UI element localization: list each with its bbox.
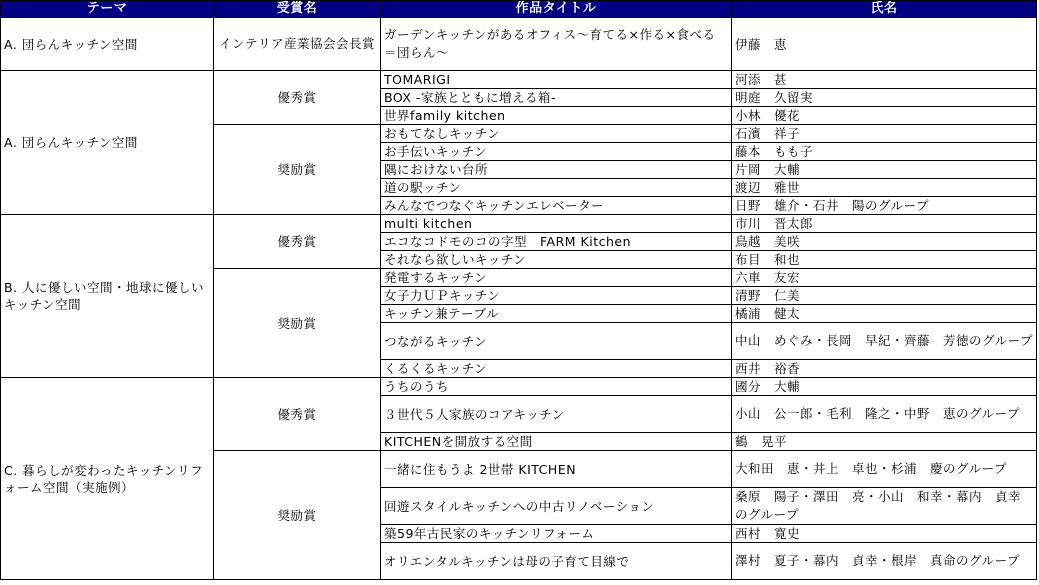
name-cell: 西井 裕香 bbox=[732, 360, 1037, 378]
name-cell: 中山 めぐみ・長岡 早紀・齊藤 芳徳のグループ bbox=[732, 323, 1037, 360]
table-row bbox=[1, 378, 1037, 396]
title-cell: お手伝いキッチン bbox=[381, 143, 732, 161]
title-cell: 隅におけない台所 bbox=[381, 161, 732, 179]
name-cell: 日野 雄介・石井 陽のグループ bbox=[732, 197, 1037, 215]
name-cell: 橘浦 健太 bbox=[732, 305, 1037, 323]
theme-cell: A. 団らんキッチン空間 bbox=[1, 71, 214, 215]
name-cell: 布目 和也 bbox=[732, 251, 1037, 269]
name-cell: 渡辺 雅世 bbox=[732, 179, 1037, 197]
name-cell: 小林 優花 bbox=[732, 107, 1037, 125]
title-cell: くるくるキッチン bbox=[381, 360, 732, 378]
award-cell: 優秀賞 bbox=[214, 378, 381, 451]
award-cell: インテリア産業協会会長賞 bbox=[214, 18, 381, 71]
name-cell: 鶴 晃平 bbox=[732, 433, 1037, 451]
name-cell: 明庭 久留実 bbox=[732, 89, 1037, 107]
title-cell: BOX -家族とともに増える箱- bbox=[381, 89, 732, 107]
award-cell: 優秀賞 bbox=[214, 71, 381, 125]
title-cell: それなら欲しいキッチン bbox=[381, 251, 732, 269]
name-cell: 片岡 大輔 bbox=[732, 161, 1037, 179]
title-cell: TOMARIGI bbox=[381, 71, 732, 89]
name-cell: 大和田 恵・井上 卓也・杉浦 慶のグループ bbox=[732, 451, 1037, 488]
title-cell: うちのうち bbox=[381, 378, 732, 396]
title-cell: つながるキッチン bbox=[381, 323, 732, 360]
name-cell: 市川 晋太郎 bbox=[732, 215, 1037, 233]
table-row bbox=[1, 18, 1037, 71]
header-theme: テーマ bbox=[1, 1, 214, 18]
title-cell: ３世代５人家族のコアキッチン bbox=[381, 396, 732, 433]
title-cell: おもてなしキッチン bbox=[381, 125, 732, 143]
title-cell: キッチン兼テーブル bbox=[381, 305, 732, 323]
table-row bbox=[1, 71, 1037, 89]
award-cell: 奨励賞 bbox=[214, 125, 381, 215]
theme-cell: B. 人に優しい空間・地球に優しいキッチン空間 bbox=[1, 215, 214, 378]
award-cell: 奨励賞 bbox=[214, 451, 381, 580]
header-row bbox=[1, 1, 1037, 18]
table-row bbox=[1, 215, 1037, 233]
name-cell: 清野 仁美 bbox=[732, 287, 1037, 305]
name-cell: 小山 公一郎・毛利 隆之・中野 恵のグループ bbox=[732, 396, 1037, 433]
award-cell: 優秀賞 bbox=[214, 215, 381, 269]
title-cell: オリエンタルキッチンは母の子育て目線で bbox=[381, 543, 732, 580]
name-cell: 鳥越 美咲 bbox=[732, 233, 1037, 251]
header-title: 作品タイトル bbox=[381, 1, 732, 18]
award-cell: 奨励賞 bbox=[214, 269, 381, 378]
name-cell: 石濱 祥子 bbox=[732, 125, 1037, 143]
header-award: 受賞名 bbox=[214, 1, 381, 18]
title-cell: エコなコドモのコの字型 FARM Kitchen bbox=[381, 233, 732, 251]
name-cell: 藤本 もも子 bbox=[732, 143, 1037, 161]
theme-cell: C. 暮らしが変わったキッチンリフォーム空間（実施例） bbox=[1, 378, 214, 580]
name-cell: 伊藤 恵 bbox=[732, 18, 1037, 71]
title-cell: 道の駅ッチン bbox=[381, 179, 732, 197]
title-cell: 発電するキッチン bbox=[381, 269, 732, 287]
title-cell: 一緒に住もうよ 2世帯 KITCHEN bbox=[381, 451, 732, 488]
title-cell: ガーデンキッチンがあるオフィス～育てる×作る×食べる＝団らん～ bbox=[381, 18, 732, 71]
title-cell: 世界family kitchen bbox=[381, 107, 732, 125]
name-cell: 桑原 陽子・澤田 亮・小山 和幸・幕内 貞幸のグループ bbox=[732, 488, 1037, 525]
name-cell: 西村 寛史 bbox=[732, 525, 1037, 543]
name-cell: 河添 甚 bbox=[732, 71, 1037, 89]
title-cell: 築59年古民家のキッチンリフォーム bbox=[381, 525, 732, 543]
name-cell: 澤村 夏子・幕内 貞幸・根岸 真命のグループ bbox=[732, 543, 1037, 580]
header-name: 氏名 bbox=[732, 1, 1037, 18]
name-cell: 六車 友宏 bbox=[732, 269, 1037, 287]
title-cell: みんなでつなぐキッチンエレベーター bbox=[381, 197, 732, 215]
title-cell: 回遊スタイルキッチンへの中古リノベーション bbox=[381, 488, 732, 525]
title-cell: multi kitchen bbox=[381, 215, 732, 233]
name-cell: 國分 大輔 bbox=[732, 378, 1037, 396]
title-cell: 女子力ＵＰキッチン bbox=[381, 287, 732, 305]
title-cell: KITCHENを開放する空間 bbox=[381, 433, 732, 451]
theme-cell: A. 団らんキッチン空間 bbox=[1, 18, 214, 71]
